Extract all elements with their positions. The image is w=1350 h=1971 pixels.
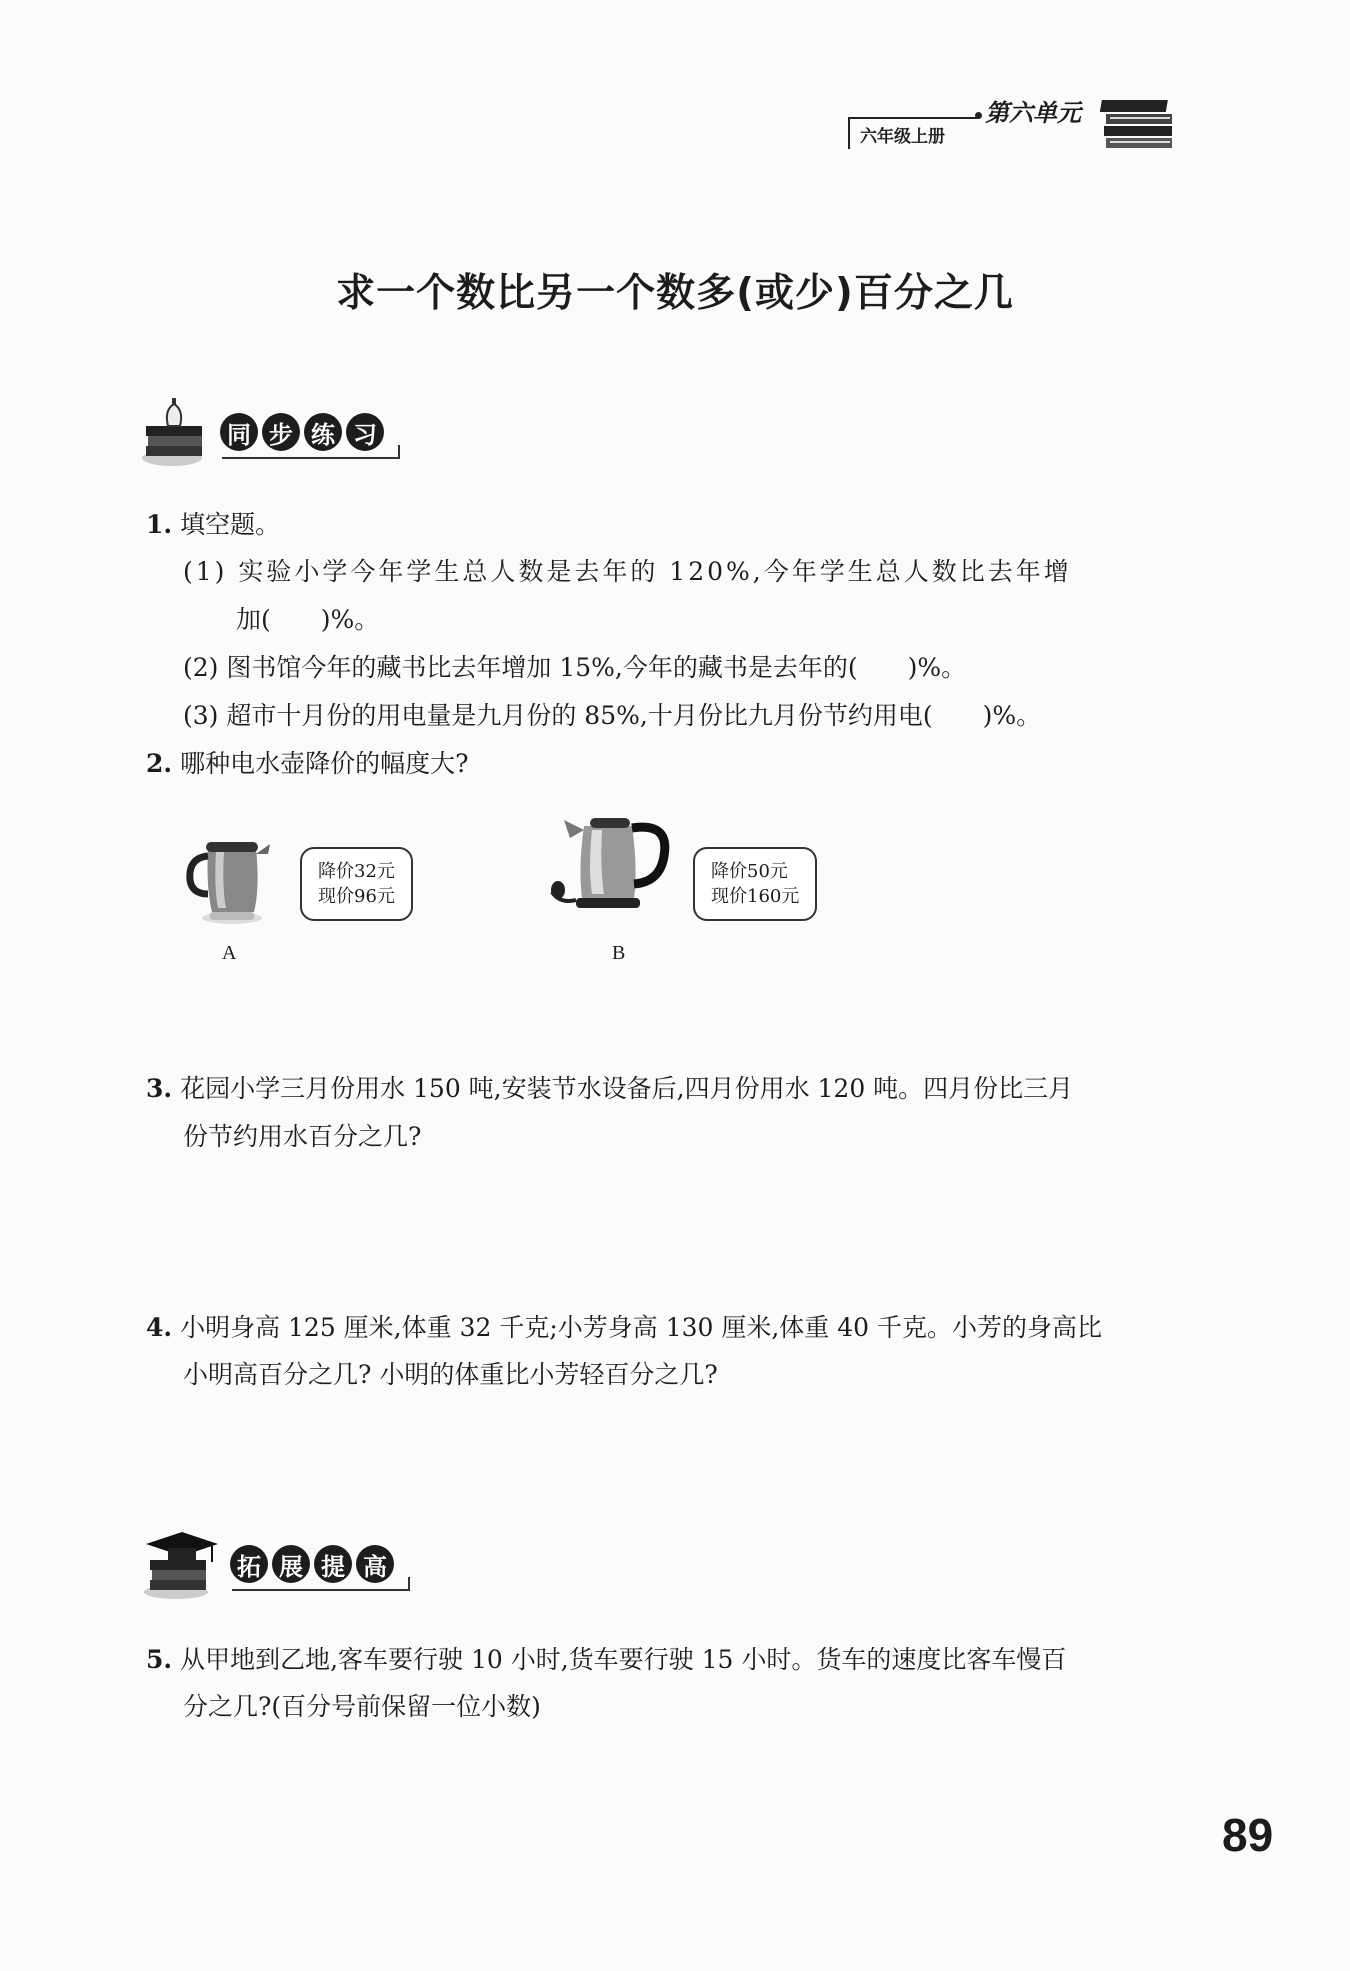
extension-char-1: 拓 [230,1545,268,1583]
question-4-line-2: 小明高百分之几? 小明的体重比小芳轻百分之几? [183,1360,718,1389]
question-2-number: 2. [146,749,173,778]
books-icon [1100,88,1180,156]
question-1-sub-1-line-1: (1) 实验小学今年学生总人数是去年的 120%,今年学生总人数比去年增 [183,557,1072,586]
question-5-line-2: 分之几?(百分号前保留一位小数) [183,1692,541,1721]
kettle-a-discount: 降价32元 [318,861,395,882]
question-3-number: 3. [146,1074,173,1103]
question-1-text: 填空题。 [180,510,281,539]
section-sync-practice [142,396,384,468]
question-5-line-1: 从甲地到乙地,客车要行驶 10 小时,货车要行驶 15 小时。货车的速度比客车慢百 [180,1645,1067,1674]
kettle-a-current-price: 现价96元 [318,886,395,907]
question-4-number: 4. [146,1313,173,1342]
unit-label: 第六单元 [985,99,1081,127]
question-2 [146,747,468,781]
extension-char-4: 高 [356,1545,394,1583]
kettle-a-image [182,828,278,928]
graduation-cap-books-icon [142,1528,222,1600]
kettle-b-price-box [693,847,817,921]
question-1-sub-1-line-2: 加( )%。 [236,605,380,634]
sync-char-3: 练 [304,413,342,451]
question-1-sub-2: (2) 图书馆今年的藏书比去年增加 15%,今年的藏书是去年的( )%。 [183,653,967,682]
sync-char-2: 步 [262,413,300,451]
header-dot [975,112,982,119]
sync-practice-label [220,413,384,451]
question-3 [146,1072,1073,1106]
section-extension [142,1528,394,1600]
question-1-sub-3: (3) 超市十月份的用电量是九月份的 85%,十月份比九月份节约用电( )%。 [183,701,1042,730]
sync-char-1: 同 [220,413,258,451]
extension-label [230,1545,394,1583]
extension-char-2: 展 [272,1545,310,1583]
page-title: 求一个数比另一个数多(或少)百分之几 [336,271,1014,316]
question-4 [146,1311,1102,1345]
kettle-b-current-price: 现价160元 [711,886,800,907]
question-4-line-1: 小明身高 125 厘米,体重 32 千克;小芳身高 130 厘米,体重 40 千克。小芳的身高比 [180,1313,1103,1342]
kettle-b-image [546,808,680,918]
question-1 [146,508,280,542]
sync-underline [222,445,400,459]
kettle-a-label: A [222,942,237,964]
question-3-line-2: 份节约用水百分之几? [183,1122,422,1151]
extension-underline [232,1577,410,1591]
question-5-number: 5. [146,1645,173,1674]
question-2-text: 哪种电水壶降价的幅度大? [180,749,469,778]
extension-char-3: 提 [314,1545,352,1583]
kettle-b-discount: 降价50元 [711,861,788,882]
question-1-number: 1. [146,510,173,539]
page-number: 89 [1222,1809,1274,1861]
sync-char-4: 习 [346,413,384,451]
grade-label: 六年级上册 [860,127,945,147]
lamp-books-icon [142,396,212,468]
kettle-a-price-box [300,847,413,921]
kettle-b-label: B [612,942,626,964]
question-3-line-1: 花园小学三月份用水 150 吨,安装节水设备后,四月份用水 120 吨。四月份比三月 [180,1074,1074,1103]
question-5 [146,1643,1066,1677]
